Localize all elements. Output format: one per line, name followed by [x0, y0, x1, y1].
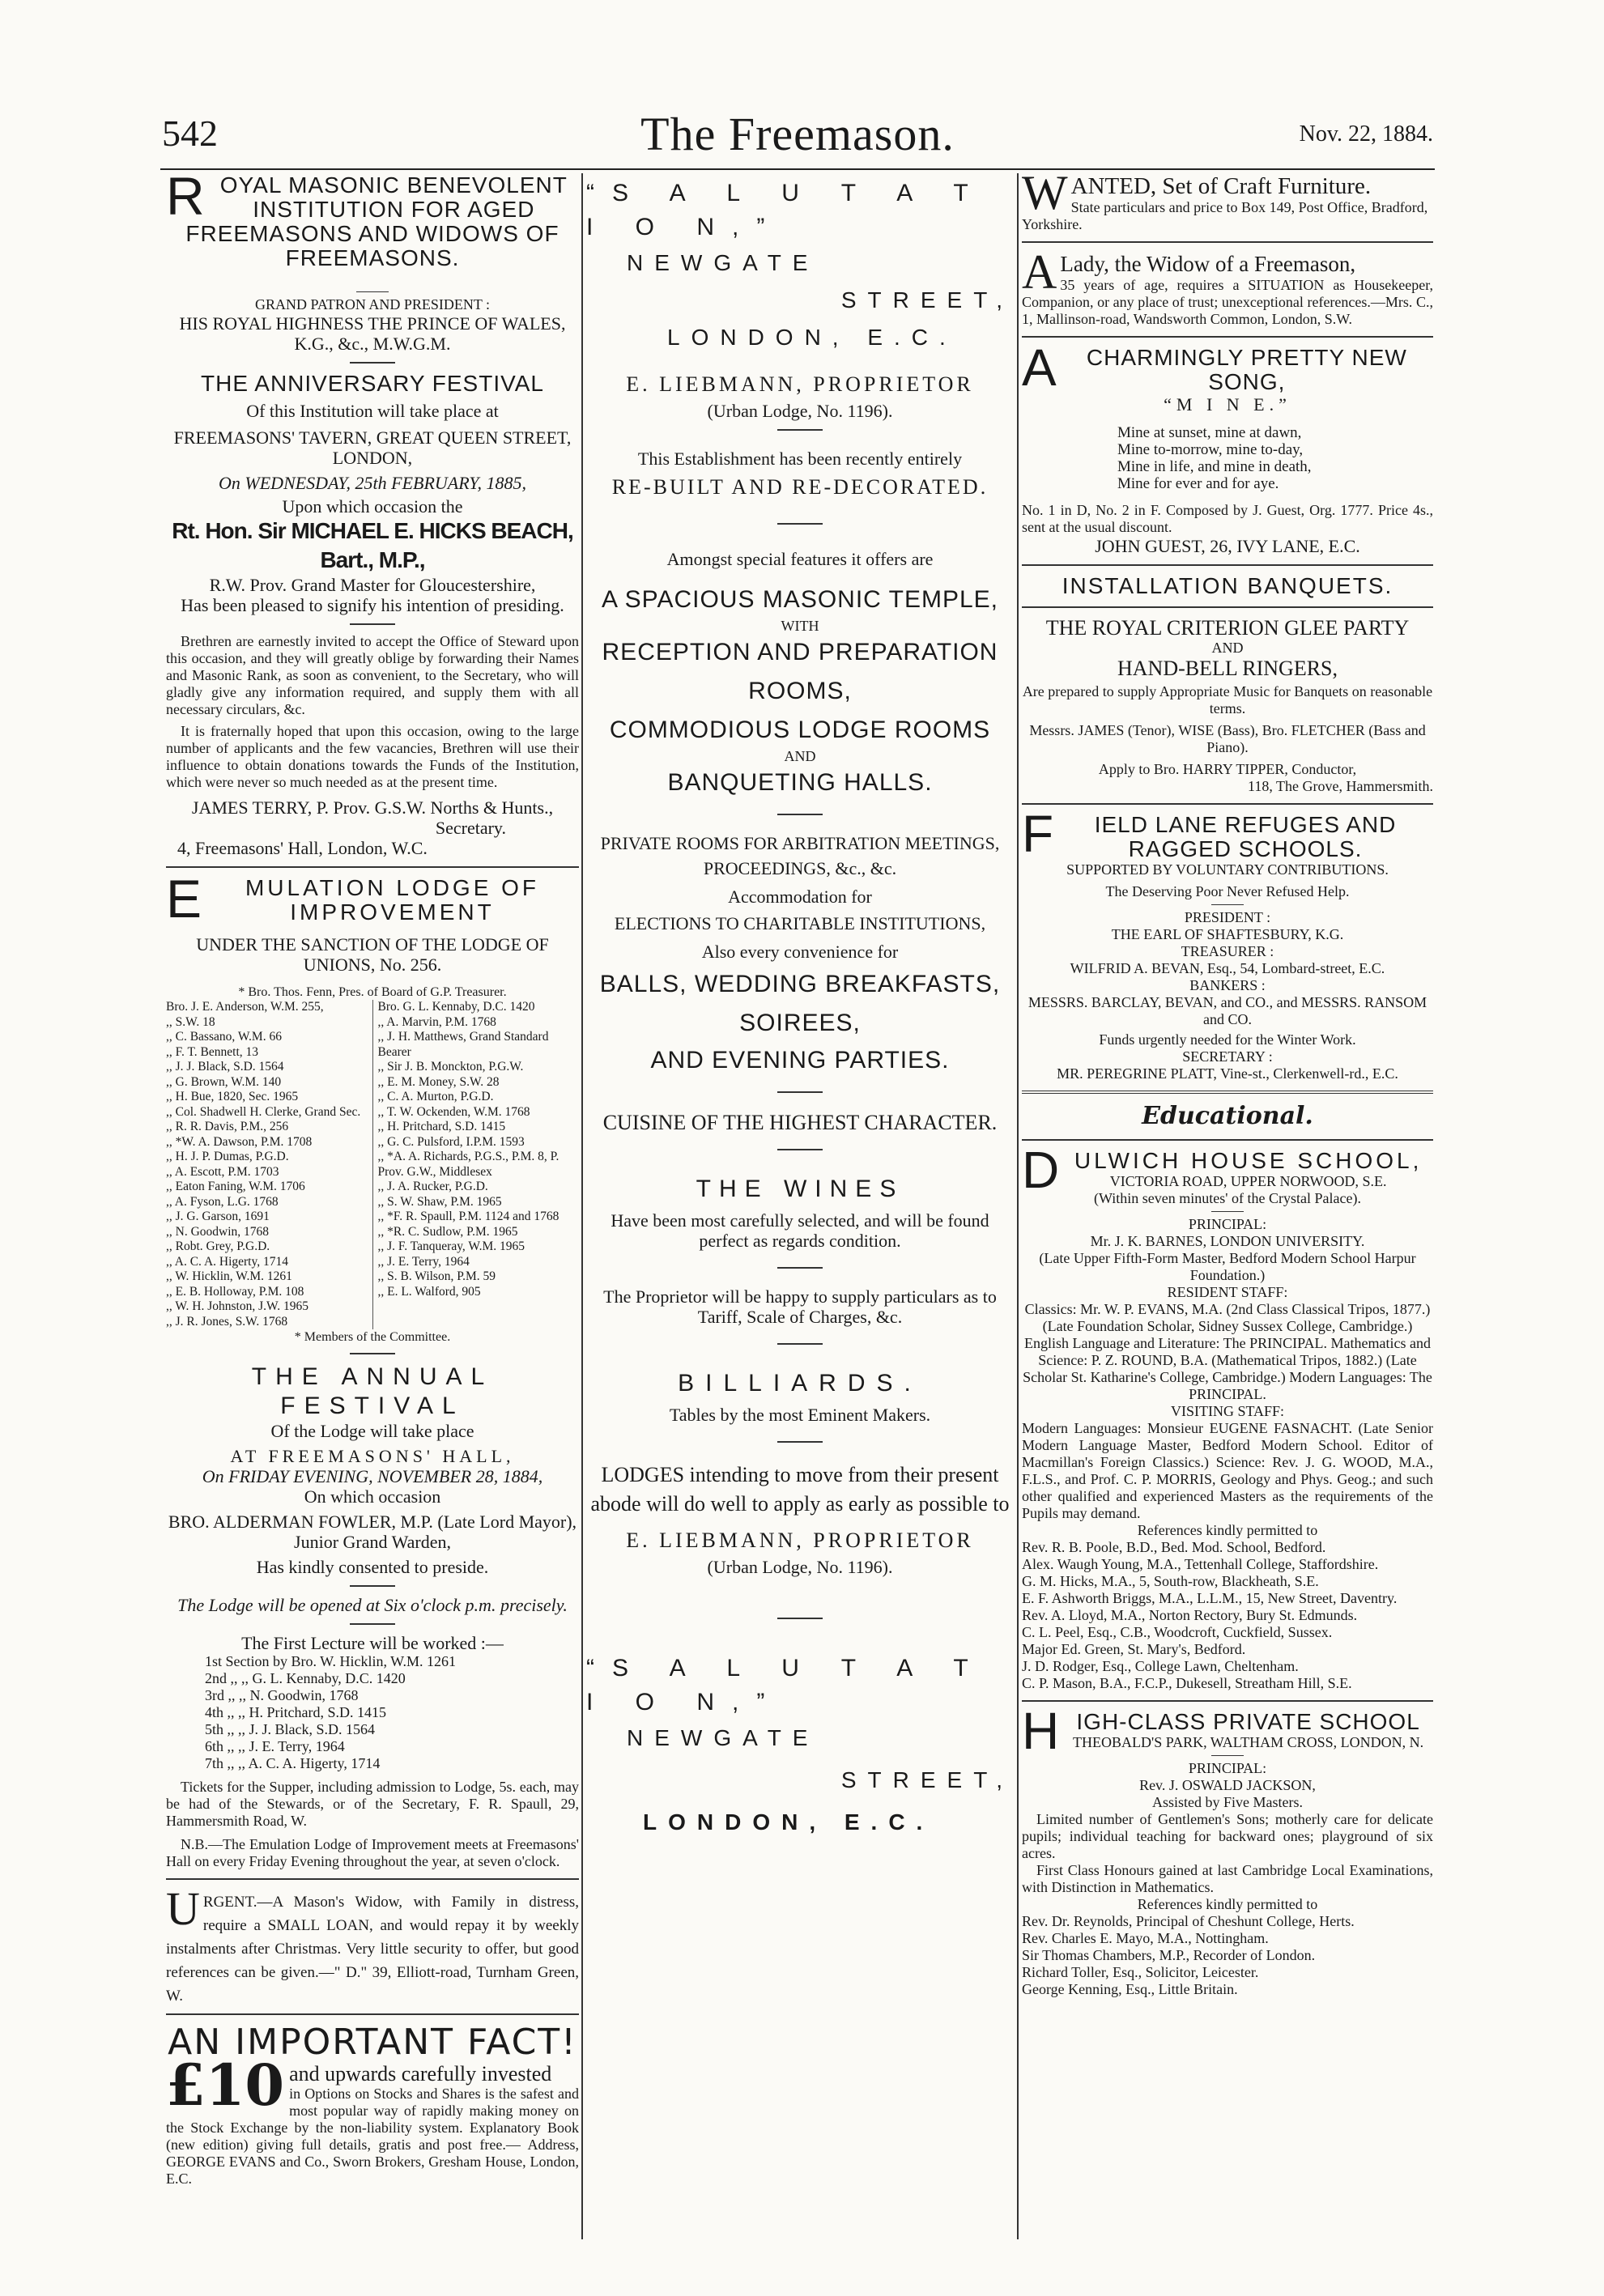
lecture-entry: 2nd ,, ,, G. L. Kennaby, D.C. 1420 — [205, 1670, 406, 1686]
ad-emulation-lodge — [166, 869, 579, 1870]
divider — [350, 1585, 395, 1587]
masthead-rule — [160, 168, 1435, 170]
member-entry: ,, A. C. A. Higerty, 1714 — [166, 1254, 288, 1269]
ad-field-lane — [1022, 805, 1433, 1082]
members: Messrs. JAMES (Tenor), WISE (Bass), Bro. FLETCHER (Bass and Piano). — [1029, 722, 1426, 755]
consent: Has kindly consented to preside. — [256, 1557, 489, 1577]
chair-title: R.W. Prov. Grand Master for Gloucestershire, — [209, 575, 536, 595]
song-title: “M I N E.” — [1164, 394, 1291, 415]
verse-line: Mine to-morrow, mine to-day, — [1117, 441, 1304, 458]
newspaper-title: The Freemason. — [640, 108, 955, 160]
divider — [350, 1353, 395, 1354]
feature: BALLS, WEDDING BREAKFASTS, — [599, 971, 1001, 997]
member-entry: ,, H. Bue, 1820, Sec. 1965 — [166, 1090, 299, 1103]
member-entry: ,, J. A. Rucker, P.G.D. — [377, 1180, 488, 1193]
feature: COMMODIOUS LODGE ROOMS — [609, 716, 991, 743]
divider — [1211, 904, 1244, 905]
ad-text: State particulars and price to Box 149, Post Office, Bradford, Yorkshire. — [1022, 199, 1428, 232]
divider — [777, 1343, 823, 1345]
feature: BANQUETING HALLS. — [667, 769, 933, 796]
verse-line: Mine at sunset, mine at dawn, — [1117, 424, 1302, 441]
references-list — [1022, 1539, 1433, 1692]
reference-entry: Rev. Charles E. Mayo, M.A., Nottingham. — [1022, 1930, 1269, 1946]
member-entry: ,, W. H. Johnston, J.W. 1965 — [166, 1299, 308, 1313]
member-entry: ,, J. F. Tanqueray, W.M. 1965 — [377, 1239, 525, 1253]
lead: and upwards carefully invested — [289, 2062, 552, 2086]
masthead — [162, 108, 1433, 164]
member-entry: ,, C. Bassano, W.M. 66 — [166, 1030, 282, 1044]
feature: AND EVENING PARTIES. — [650, 1047, 950, 1074]
lecture-entry: 7th ,, ,, A. C. A. Higerty, 1714 — [205, 1755, 381, 1771]
lodge: (Urban Lodge, No. 1196). — [707, 401, 893, 421]
lecture-entry: 5th ,, ,, J. J. Black, S.D. 1564 — [205, 1721, 376, 1737]
dropcap: E — [166, 869, 203, 929]
ad-dulwich-school — [1022, 1141, 1433, 1692]
convenience: Also every convenience for — [701, 942, 899, 962]
chair-name: Rt. Hon. Sir MICHAEL E. HICKS BEACH, Bart., M.P., — [172, 518, 573, 572]
address: VICTORIA ROAD, UPPER NORWOOD, S.E. — [1109, 1173, 1387, 1189]
ad-high-class-school — [1022, 1702, 1433, 1998]
member-entry: ,, J. E. Terry, 1964 — [377, 1254, 470, 1269]
label: TREASURER : — [1181, 943, 1274, 959]
column-divider — [581, 173, 583, 2239]
principal-note: (Late Upper Fifth-Form Master, Bedford Modern School Harpur Foundation.) — [1039, 1250, 1416, 1283]
label: SECRETARY : — [1182, 1048, 1273, 1065]
member-entry: ,, E. M. Money, S.W. 28 — [377, 1074, 500, 1089]
members-note: * Members of the Committee. — [294, 1330, 451, 1344]
proprietor: E. LIEBMANN, PROPRIETOR — [626, 372, 974, 396]
section-rule — [1022, 1700, 1433, 1702]
signatory-role: Secretary. — [435, 818, 506, 838]
support: SUPPORTED BY VOLUNTARY CONTRIBUTIONS. — [1066, 861, 1389, 878]
verse-line: Mine for ever and for aye. — [1117, 475, 1279, 492]
note: N.B.—The Emulation Lodge of Improvement meets at Freemasons' Hall on every Friday Evening throughout the year, at seven o'clock. — [166, 1836, 579, 1869]
proceedings: PROCEEDINGS, &c., &c. — [703, 858, 897, 878]
label: PRINCIPAL: — [1188, 1760, 1267, 1776]
members-list — [166, 1000, 579, 1329]
lecture-list — [205, 1653, 579, 1772]
member-entry: ,, S. W. Shaw, P.M. 1965 — [377, 1194, 502, 1209]
references-list — [1022, 1913, 1433, 1998]
dropcap: A — [1022, 338, 1057, 397]
ad-heading: IGH-CLASS PRIVATE SCHOOL — [1076, 1709, 1420, 1734]
member-entry: ,, T. W. Ockenden, W.M. 1768 — [377, 1104, 530, 1119]
ad-heading: AN IMPORTANT FACT! — [168, 2022, 577, 2063]
ad-text: 35 years of age, requires a SITUATION as Housekeeper, Companion, or any place of trust; unexceptional references.—Mrs. C., 1, Mallinson-road, Wandsworth Common, London, S.W. — [1022, 277, 1433, 327]
amount: £10 — [166, 2052, 285, 2119]
festival-title: THE ANNIVERSARY FESTIVAL — [201, 371, 544, 396]
lecture-entry: 6th ,, ,, J. E. Terry, 1964 — [205, 1738, 345, 1754]
member-entry: ,, E. B. Holloway, P.M. 108 — [166, 1284, 304, 1299]
member-entry: ,, F. T. Bennett, 13 — [166, 1044, 259, 1059]
label: BANKERS : — [1189, 977, 1266, 993]
section-rule — [1022, 1091, 1433, 1094]
ad-lady — [1022, 245, 1433, 328]
address: 118, The Grove, Hammersmith. — [1248, 778, 1433, 794]
paragraph: Brethren are earnestly invited to accept the Office of Steward upon this occasion, and they will greatly oblige by forwarding their Names and Masonic Rank, as soon as convenient, to the Secretary, who will gladly give any information required, and supply them with all necessary circulars, &c. — [166, 633, 579, 717]
bankers: MESSRS. BARCLAY, BEVAN, and CO., and MESSRS. RANSOM and CO. — [1027, 994, 1427, 1027]
member-entry: ,, J. J. Black, S.D. 1564 — [166, 1060, 284, 1074]
member-entry: Bro. J. E. Anderson, W.M. 255, — [166, 1000, 324, 1014]
section-rule — [1022, 606, 1433, 608]
reference-entry: Rev. A. Lloyd, M.A., Norton Rectory, Bury St. Edmunds. — [1022, 1607, 1358, 1623]
section-rule — [1022, 336, 1433, 338]
publisher: JOHN GUEST, 26, IVY LANE, E.C. — [1095, 536, 1360, 556]
section-title-educational: Educational. — [1142, 1102, 1313, 1130]
address: THEOBALD'S PARK, WALTHAM CROSS, LONDON, N. — [1073, 1734, 1424, 1750]
secretary: MR. PEREGRINE PLATT, Vine-st., Clerkenwell-rd., E.C. — [1057, 1065, 1398, 1082]
member-entry: ,, *W. A. Dawson, P.M. 1708 — [166, 1134, 313, 1149]
feature: SOIREES, — [739, 1010, 861, 1036]
divider — [777, 1618, 823, 1619]
divider — [777, 1149, 823, 1150]
column-middle — [586, 173, 1014, 2246]
festival-venue: FREEMASONS' TAVERN, GREAT QUEEN STREET, LONDON, — [173, 427, 572, 468]
ad-text: RGENT.—A Mason's Widow, with Family in distress, require a SMALL LOAN, and would repay it by weekly instalments after Christmas. Very little security to offer, but good references can be given.—" D." 39, Elliott-road, Turnham Green, W. — [166, 1894, 579, 2005]
festival-occasion: Upon which occasion the — [282, 496, 463, 517]
section-rule — [1022, 241, 1433, 243]
rebuilt: RE-BUILT AND RE-DECORATED. — [611, 475, 989, 499]
ad-song — [1022, 338, 1433, 556]
tables: Tables by the most Eminent Makers. — [669, 1405, 931, 1425]
member-entry: ,, *A. A. Richards, P.G.S., P.M. 8, P. Prov. G.W., Middlesex — [377, 1150, 559, 1179]
member-entry: ,, A. Marvin, P.M. 1768 — [377, 1014, 496, 1029]
section-rule — [1022, 564, 1433, 566]
chair-consent: Has been pleased to signify his intention of presiding. — [181, 595, 564, 615]
lecture-entry: 4th ,, ,, H. Pritchard, S.D. 1415 — [205, 1704, 386, 1720]
apply: Apply to Bro. HARRY TIPPER, Conductor, — [1098, 761, 1357, 777]
patron-label: GRAND PATRON AND PRESIDENT : — [254, 296, 491, 313]
label: RESIDENT STAFF: — [1167, 1284, 1288, 1300]
page-number: 542 — [162, 113, 218, 154]
dropcap: W — [1022, 173, 1068, 219]
member-entry: ,, Col. Shadwell H. Clerke, Grand Sec. — [166, 1104, 361, 1119]
ad-heading: CHARMINGLY PRETTY NEW SONG, — [1086, 345, 1407, 394]
member-entry: ,, Sir J. B. Monckton, P.G.W. — [377, 1060, 524, 1074]
reference-entry: C. L. Peel, Esq., C.B., Woodcroft, Cuckfield, Sussex. — [1022, 1624, 1333, 1640]
divider — [777, 523, 823, 525]
lecture-entry: 3rd ,, ,, N. Goodwin, 1768 — [205, 1687, 359, 1703]
sanction: UNDER THE SANCTION OF THE LODGE OF UNIONS, No. 256. — [196, 934, 549, 975]
party: THE ROYAL CRITERION GLEE PARTY — [1045, 616, 1410, 640]
lodges: LODGES intending to move from their present abode will do well to apply as early as possible to — [590, 1463, 1010, 1516]
president: THE EARL OF SHAFTESBURY, K.G. — [1111, 926, 1344, 942]
reference-entry: J. D. Rodger, Esq., College Lawn, Cheltenham. — [1022, 1658, 1299, 1674]
member-entry: ,, S.W. 18 — [166, 1014, 215, 1029]
cuisine: CUISINE OF THE HIGHEST CHARACTER. — [602, 1111, 998, 1134]
ad-heading: Lady, the Widow of a Freemason, — [1060, 252, 1356, 276]
song-details: No. 1 in D, No. 2 in F. Composed by J. Guest, Org. 1777. Price 4s., sent at the usual discount. — [1022, 502, 1433, 535]
reference-entry: Sir Thomas Chambers, M.P., Recorder of London. — [1022, 1947, 1316, 1963]
ad-wanted — [1022, 173, 1433, 233]
divider — [777, 429, 823, 431]
member-entry: ,, G. Brown, W.M. 140 — [166, 1074, 282, 1089]
patron: HIS ROYAL HIGHNESS THE PRINCE OF WALES, K.G., &c., M.W.G.M. — [179, 313, 566, 354]
resident-staff: Classics: Mr. W. P. EVANS, M.A. (2nd Class Classical Tripos, 1877.) (Late Foundation Scholar, Sidney Sussex College, Cambridge.) English Language and Literature: The PRINCIPAL. Mathematics and Science: P. Z. ROUND, B.A. (Mathematical Tripos, 1882.) (Late Scholar St. Katharine's College, Cambridge.) Modern Languages: The PRINCIPAL. — [1023, 1301, 1432, 1402]
column-right — [1022, 173, 1433, 2246]
label: PRESIDENT : — [1184, 909, 1271, 925]
ad-text: in Options on Stocks and Shares is the safest and most popular way of rapidly making money on the Stock Exchange by the non-liability system. Explanatory Book (new edition) giving full details, gratis and post free.— Address, GEORGE EVANS and Co., Sworn Brokers, Gresham House, London, E.C. — [166, 2086, 579, 2187]
assisted: Assisted by Five Masters. — [1152, 1794, 1303, 1810]
festival-date: On WEDNESDAY, 25th FEBRUARY, 1885, — [219, 473, 526, 493]
verse-line: Mine in life, and mine in death, — [1117, 458, 1312, 475]
motto: The Deserving Poor Never Refused Help. — [1105, 883, 1350, 899]
festival-title: THE ANNUAL FESTIVAL — [251, 1363, 494, 1419]
divider — [1211, 1755, 1244, 1756]
dropcap: F — [1022, 805, 1055, 863]
description: Limited number of Gentlemen's Sons; motherly care for delicate pupils; individual teaching for backward ones; playground of six acres. — [1022, 1811, 1433, 1861]
member-entry: ,, R. R. Davis, P.M., 256 — [166, 1120, 289, 1133]
member-entry: ,, C. A. Murton, P.G.D. — [377, 1090, 494, 1103]
lodge: (Urban Lodge, No. 1196). — [707, 1557, 893, 1577]
supply: Are prepared to supply Appropriate Music for Banquets on reasonable terms. — [1022, 683, 1433, 716]
ad-important-fact — [166, 2023, 579, 2188]
supply: The Proprietor will be happy to supply particulars as to Tariff, Scale of Charges, &c. — [603, 1286, 997, 1327]
reference-entry: C. P. Mason, B.A., F.C.P., Dukesell, Streatham Hill, S.E. — [1022, 1675, 1352, 1691]
feature: RECEPTION AND PREPARATION — [602, 639, 998, 665]
billiards: BILLIARDS. — [678, 1370, 922, 1397]
column-divider — [1017, 173, 1019, 2239]
features-intro: Amongst special features it offers are — [666, 549, 934, 569]
elections: ELECTIONS TO CHARITABLE INSTITUTIONS, — [614, 913, 986, 933]
ad-rmbi — [166, 173, 579, 858]
member-entry: ,, J. H. Matthews, Grand Standard Bearer — [377, 1030, 549, 1059]
dropcap: U — [166, 1882, 200, 1935]
lecture-intro: The First Lecture will be worked :— — [241, 1633, 504, 1653]
honours: First Class Honours gained at last Cambridge Local Examinations, with Distinction in Mathematics. — [1022, 1862, 1433, 1895]
conjunction: AND — [1211, 640, 1244, 656]
funds: Funds urgently needed for the Winter Work. — [1099, 1031, 1356, 1048]
member-entry: ,, N. Goodwin, 1768 — [166, 1224, 270, 1239]
reference-entry: George Kenning, Esq., Little Britain. — [1022, 1981, 1238, 1997]
occasion: On which occasion — [304, 1486, 441, 1507]
ad-heading: ULWICH HOUSE SCHOOL, — [1074, 1148, 1423, 1173]
references-label: References kindly permitted to — [1137, 1522, 1318, 1538]
label: PRINCIPAL: — [1188, 1216, 1267, 1232]
street-line: STREET, — [840, 287, 1014, 313]
divider — [356, 291, 389, 292]
section-rule — [1022, 1139, 1433, 1141]
ad-heading: ANTED, Set of Craft Furniture. — [1070, 173, 1372, 199]
paragraph: It is fraternally hoped that upon this occasion, owing to the large number of applicants and the few vacancies, Brethren will use their influence to obtain donations towards the Funds of the Institution, which were never so much needed as at the present time. — [166, 723, 579, 790]
member-entry: ,, Eaton Faning, W.M. 1706 — [166, 1180, 305, 1193]
ad-heading: INSTALLATION BANQUETS. — [1062, 573, 1393, 598]
dropcap: A — [1022, 245, 1057, 299]
chair: BRO. ALDERMAN FOWLER, M.P. (Late Lord Mayor), Junior Grand Warden, — [168, 1512, 577, 1552]
reference-entry: E. F. Ashworth Briggs, M.A., L.L.M., 15, New Street, Daventry. — [1022, 1590, 1398, 1606]
dropcap: D — [1022, 1141, 1061, 1199]
member-entry: ,, *F. R. Spaull, P.M. 1124 and 1768 — [377, 1210, 559, 1223]
section-rule — [166, 866, 579, 868]
label: VISITING STAFF: — [1170, 1403, 1285, 1419]
member-entry: ,, H. J. P. Dumas, P.G.D. — [166, 1150, 289, 1163]
ad-installation-banquets — [1022, 574, 1433, 795]
venue-name: “S A L U T A T I O N,” — [586, 180, 986, 240]
ad-salutation — [586, 176, 1014, 1841]
ad-heading: MULATION LODGE OF IMPROVEMENT — [245, 875, 540, 925]
conjunction: AND — [784, 748, 816, 764]
dropcap: H — [1022, 1702, 1061, 1760]
board-president: * Bro. Thos. Fenn, Pres. of Board of G.P. Treasurer. — [238, 985, 507, 999]
divider — [777, 814, 823, 815]
opening-time: The Lodge will be opened at Six o'clock p.m. precisely. — [177, 1595, 568, 1615]
ad-heading: OYAL MASONIC BENEVOLENT INSTITUTION FOR AGED FREEMASONS AND WIDOWS OF FREEMASONS. — [185, 173, 568, 270]
divider — [350, 623, 395, 625]
street-line: NEWGATE — [627, 250, 819, 275]
signatory: JAMES TERRY, P. Prov. G.S.W. Norths & Hunts., — [191, 797, 554, 818]
section-rule — [1022, 803, 1433, 805]
reference-entry: Rev. R. B. Poole, B.D., Bed. Mod. School, Bedford. — [1022, 1539, 1326, 1555]
divider — [350, 362, 395, 364]
member-entry: ,, J. R. Jones, S.W. 1768 — [166, 1314, 288, 1329]
street-line: NEWGATE — [627, 1725, 819, 1750]
member-entry: ,, H. Pritchard, S.D. 1415 — [377, 1120, 506, 1133]
principal: Rev. J. OSWALD JACKSON, — [1139, 1777, 1316, 1793]
member-entry: ,, A. Escott, P.M. 1703 — [166, 1164, 279, 1179]
reference-entry: G. M. Hicks, M.A., 5, South-row, Blackheath, S.E. — [1022, 1573, 1319, 1589]
reference-entry: Alex. Waugh Young, M.A., Tettenhall College, Staffordshire. — [1022, 1556, 1379, 1572]
issue-date: Nov. 22, 1884. — [1299, 121, 1433, 147]
address: 4, Freemasons' Hall, London, W.C. — [177, 838, 428, 858]
member-entry: ,, G. C. Pulsford, I.P.M. 1593 — [377, 1134, 525, 1149]
members-left — [166, 1000, 368, 1329]
conjunction: WITH — [781, 618, 819, 634]
member-entry: ,, Robt. Grey, P.G.D. — [166, 1239, 270, 1253]
ad-urgent — [166, 1882, 579, 2005]
venue-name: “S A L U T A T I O N,” — [586, 1655, 986, 1716]
city-line: LONDON, E.C. — [667, 325, 957, 350]
ringers: HAND-BELL RINGERS, — [1117, 657, 1338, 680]
feature: ROOMS, — [748, 678, 852, 704]
principal: Mr. J. K. BARNES, LONDON UNIVERSITY. — [1090, 1233, 1365, 1249]
rebuilt-intro: This Establishment has been recently entirely — [637, 449, 963, 469]
divider — [1211, 1211, 1244, 1212]
reference-entry: Major Ed. Green, St. Mary's, Bedford. — [1022, 1641, 1246, 1657]
wines-title: THE WINES — [696, 1176, 904, 1202]
ad-heading: IELD LANE REFUGES AND RAGGED SCHOOLS. — [1094, 812, 1397, 861]
column-left — [166, 173, 579, 2246]
proprietor: E. LIEBMANN, PROPRIETOR — [626, 1529, 974, 1552]
section-rule — [166, 1878, 579, 1880]
divider — [777, 1267, 823, 1269]
tickets: Tickets for the Supper, including admission to Lodge, 5s. each, may be had of the Stewards, or of the Secretary, F. R. Spaull, 29, Hammersmith Road, W. — [166, 1779, 579, 1829]
treasurer: WILFRID A. BEVAN, Esq., 54, Lombard-street, E.C. — [1070, 960, 1385, 976]
member-entry: ,, E. L. Walford, 905 — [377, 1284, 481, 1299]
member-entry: ,, A. Fyson, L.G. 1768 — [166, 1194, 279, 1209]
divider — [350, 1623, 395, 1625]
private-rooms: PRIVATE ROOMS FOR ARBITRATION MEETINGS, — [600, 833, 1000, 853]
references-label: References kindly permitted to — [1137, 1896, 1318, 1912]
visiting-staff: Modern Languages: Monsieur EUGENE FASNACHT. (Late Senior Modern Language Master, Bedford Modern School. Editor of Macmillan's Foreign Classics.) Science: Rev. J. G. WOOD, M.A., F.L.S., and Prof. C. P. MORRIS, Geology and Phys. Geog.; and such other qualified and experienced Masters as the requirements of the Pupils may demand. — [1022, 1420, 1433, 1521]
member-entry: ,, J. G. Garson, 1691 — [166, 1210, 270, 1223]
festival-date: On FRIDAY EVENING, NOVEMBER 28, 1884, — [202, 1466, 543, 1486]
festival-line: Of the Lodge will take place — [270, 1421, 474, 1441]
venue: AT FREEMASONS' HALL, — [230, 1446, 515, 1466]
verse — [1022, 424, 1433, 492]
street-line: STREET, — [840, 1767, 1014, 1792]
distance: (Within seven minutes' of the Crystal Palace). — [1094, 1190, 1361, 1206]
member-entry: ,, S. B. Wilson, P.M. 59 — [377, 1269, 496, 1283]
member-entry: Bro. G. L. Kennaby, D.C. 1420 — [377, 1000, 535, 1014]
divider — [777, 1441, 823, 1443]
lecture-entry: 1st Section by Bro. W. Hicklin, W.M. 1261 — [205, 1653, 457, 1669]
member-entry: ,, W. Hicklin, W.M. 1261 — [166, 1269, 292, 1283]
member-entry: ,, *R. C. Sudlow, P.M. 1965 — [377, 1224, 518, 1239]
members-right — [372, 1000, 580, 1329]
dropcap: R — [166, 173, 206, 226]
feature: A SPACIOUS MASONIC TEMPLE, — [601, 586, 998, 613]
reference-entry: Richard Toller, Esq., Solicitor, Leicester. — [1022, 1964, 1259, 1980]
city-line: LONDON, E.C. — [643, 1809, 934, 1835]
festival-line: Of this Institution will take place at — [246, 401, 499, 421]
reference-entry: Rev. Dr. Reynolds, Principal of Cheshunt College, Herts. — [1022, 1913, 1355, 1929]
wines-text: Have been most carefully selected, and will be found perfect as regards condition. — [611, 1210, 989, 1251]
accommodation: Accommodation for — [728, 887, 872, 907]
section-rule — [166, 2013, 579, 2015]
divider — [777, 1091, 823, 1093]
